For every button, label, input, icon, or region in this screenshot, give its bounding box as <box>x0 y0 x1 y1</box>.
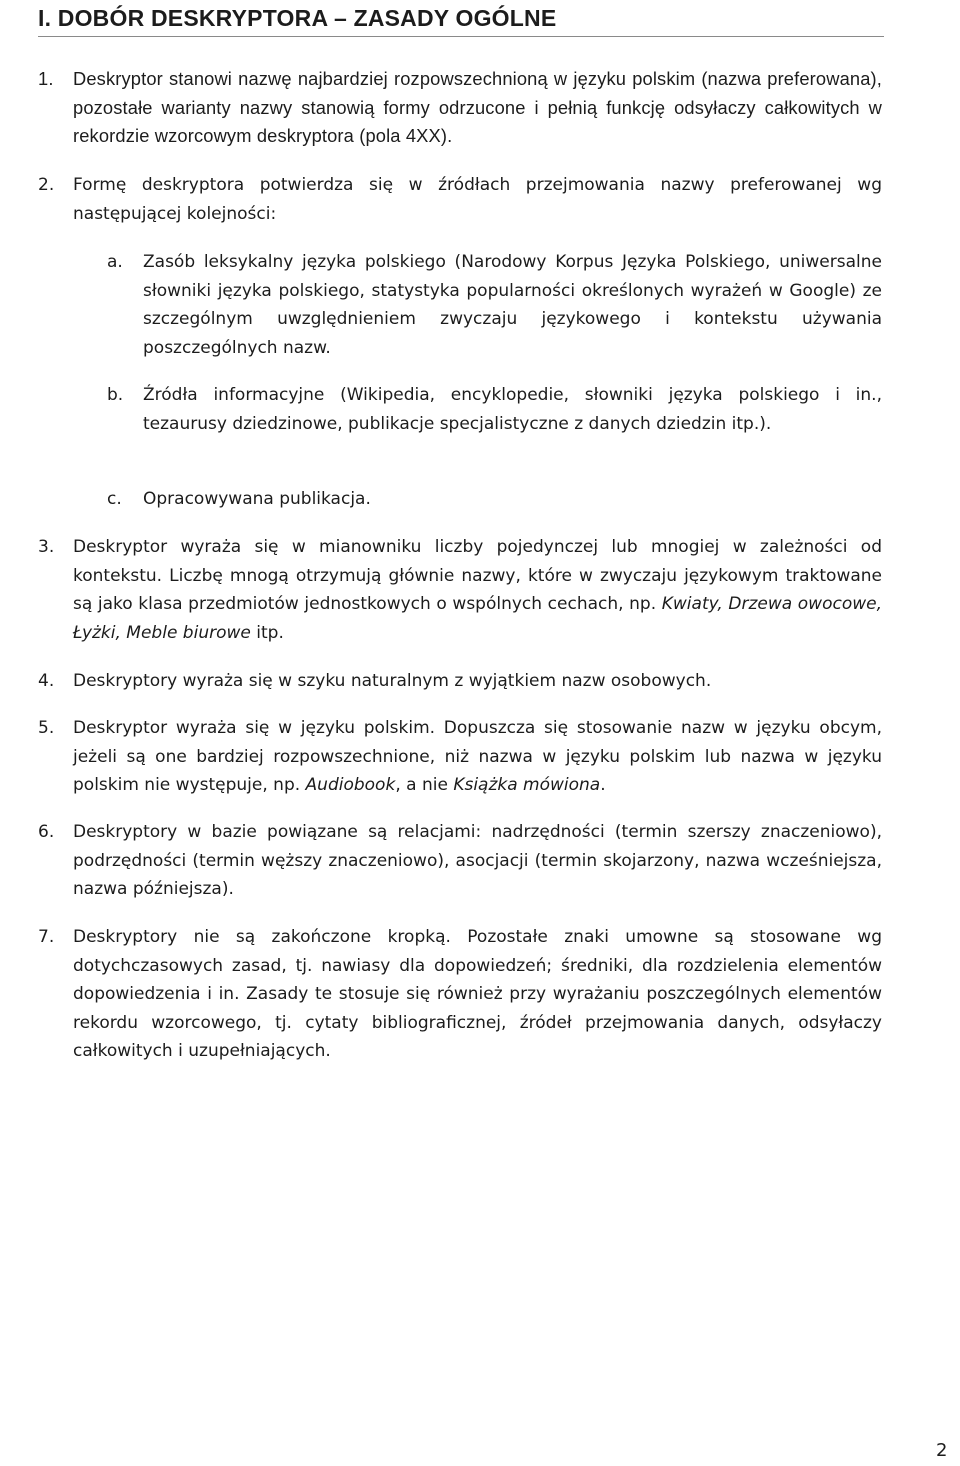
item-text: Formę deskryptora potwierdza się w źródłach przejmowania nazwy preferowanej wg następującej kolejności: <box>73 175 882 224</box>
item-text-end: . <box>600 775 606 795</box>
item-example-2: Książka mówiona <box>453 775 601 795</box>
item-number: 7. <box>38 927 55 947</box>
item-text-end: itp. <box>250 622 284 643</box>
item-text: Deskryptor stanowi nazwę najbardziej rozpowszechnioną w języku polskim (nazwa preferowana), pozostałe warianty nazwy stanowią formy odrzucone i pełnią funkcję odsyłaczy całkowitych w rekordzie wzorcowym deskryptora (pola 4XX). <box>73 68 882 146</box>
subitem-letter: a. <box>107 252 123 272</box>
rule-item-3 <box>38 533 882 647</box>
rule-item-4 <box>38 667 882 696</box>
section-heading: I. DOBÓR DESKRYPTORA – ZASADY OGÓLNE <box>38 5 557 31</box>
rule-subitem-b <box>107 381 882 438</box>
heading-divider <box>38 36 884 37</box>
item-number: 2. <box>38 175 55 195</box>
item-number: 1. <box>38 68 54 89</box>
subitem-letter: b. <box>107 385 124 405</box>
item-text-middle: , a nie <box>395 775 454 795</box>
item-number: 6. <box>38 822 55 842</box>
rule-item-7 <box>38 923 882 1066</box>
item-examples: Kwiaty, Drzewa owocowe, Łyżki, Meble biurowe <box>73 594 882 643</box>
rule-item-1 <box>38 65 882 151</box>
rule-item-5 <box>38 714 882 800</box>
item-text: Deskryptory nie są zakończone kropką. Pozostałe znaki umowne są stosowane wg dotychczasowych zasad, tj. nawiasy dla dopowiedzeń; średniki, dla rozdzielenia elementów dopowiedzenia i in. Zasady te stosuje się również przy wyrażaniu poszczególnych elementów rekordu wzorcowego, tj. cytaty bibliograficznej, źródeł przejmowania danych, odsyłaczy całkowitych i uzupełniających. <box>73 927 882 1061</box>
item-text: Deskryptory w bazie powiązane są relacjami: nadrzędności (termin szerszy znaczeniowo), podrzędności (termin węższy znaczeniowo), asocjacji (termin skojarzony, nazwa wcześniejsza, nazwa późniejsza). <box>73 822 882 899</box>
page-number: 2 <box>936 1440 948 1461</box>
rule-subitem-a <box>107 248 882 362</box>
item-number: 3. <box>38 537 55 557</box>
item-number: 4. <box>38 671 55 691</box>
subitem-letter: c. <box>107 489 122 509</box>
item-text: Deskryptor wyraża się w mianowniku liczby pojedynczej lub mnogiej w zależności od kontekstu. Liczbę mnogą otrzymują głównie nazwy, które w zwyczaju językowym traktowane są jako klasa przedmiotów jednostkowych o wspólnych cechach, np. <box>73 537 882 614</box>
item-number: 5. <box>38 718 55 738</box>
item-text: Deskryptory wyraża się w szyku naturalnym z wyjątkiem nazw osobowych. <box>73 671 712 691</box>
subitem-text: Zasób leksykalny języka polskiego (Narodowy Korpus Języka Polskiego, uniwersalne słowniki języka polskiego, statystyka popularności określonych wyrażeń w Google) ze szczególnym uwzględnieniem zwyczaju językowego i kontekstu używania poszczególnych nazw. <box>143 252 882 358</box>
subitem-text: Opracowywana publikacja. <box>143 489 371 509</box>
item-text: Deskryptor wyraża się w języku polskim. Dopuszcza się stosowanie nazw w języku obcym, jeżeli są one bardziej rozpowszechnione, niż nazwa w języku polskim lub nazwa w języku polskim nie występuje, np. <box>73 718 882 795</box>
rule-item-6 <box>38 818 882 904</box>
rule-subitem-c <box>107 485 882 514</box>
subitem-text: Źródła informacyjne (Wikipedia, encyklopedie, słowniki języka polskiego i in., tezaurusy dziedzinowe, publikacje specjalistyczne z danych dziedzin itp.). <box>143 385 882 434</box>
rule-item-2 <box>38 171 882 228</box>
item-example-1: Audiobook <box>305 775 396 795</box>
